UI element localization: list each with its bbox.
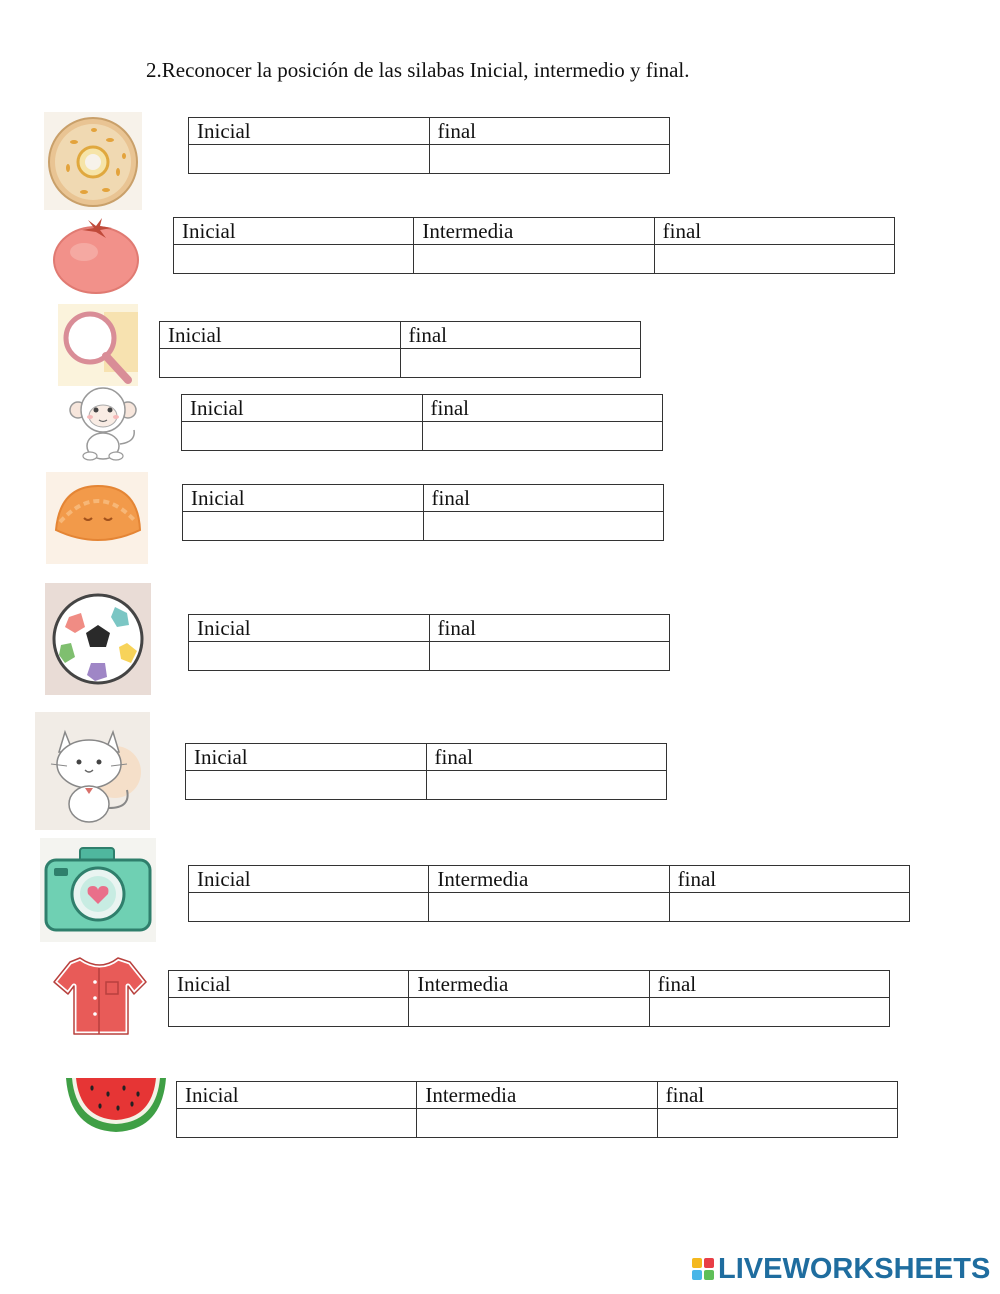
answer-intermedia-input[interactable] bbox=[429, 895, 668, 921]
instruction-text: 2.Reconocer la posición de las silabas Inicial, intermedio y final. bbox=[146, 58, 690, 82]
syllable-table-10 bbox=[176, 1081, 898, 1138]
answer-final-input[interactable] bbox=[424, 514, 664, 540]
syllable-table-4 bbox=[181, 394, 663, 451]
answer-intermedia-input[interactable] bbox=[409, 1000, 648, 1026]
answer-inicial-input[interactable] bbox=[189, 644, 429, 670]
monkey-icon bbox=[64, 384, 142, 462]
header-inicial: Inicial bbox=[169, 971, 409, 998]
header-inicial: Inicial bbox=[189, 118, 430, 145]
liveworksheets-logo bbox=[692, 1253, 990, 1285]
brand-name: LIVEWORKSHEETS bbox=[718, 1253, 991, 1285]
header-intermedia: Intermedia bbox=[429, 866, 669, 893]
syllable-table-6 bbox=[188, 614, 670, 671]
answer-final-input[interactable] bbox=[650, 1000, 889, 1026]
answer-final-input[interactable] bbox=[427, 773, 667, 799]
answer-inicial-input[interactable] bbox=[169, 1000, 408, 1026]
shirt-icon bbox=[50, 950, 148, 1042]
header-inicial: Inicial bbox=[177, 1082, 417, 1109]
answer-final-input[interactable] bbox=[430, 644, 670, 670]
tomato-icon bbox=[48, 212, 142, 296]
camera-icon bbox=[40, 838, 156, 942]
answer-final-input[interactable] bbox=[655, 247, 894, 273]
header-final: final bbox=[669, 866, 909, 893]
answer-intermedia-input[interactable] bbox=[414, 247, 653, 273]
header-intermedia: Intermedia bbox=[417, 1082, 657, 1109]
answer-inicial-input[interactable] bbox=[160, 351, 400, 377]
donut-icon bbox=[44, 112, 142, 210]
header-final: final bbox=[429, 118, 670, 145]
header-intermedia: Intermedia bbox=[409, 971, 649, 998]
answer-inicial-input[interactable] bbox=[182, 424, 422, 450]
empanada-icon bbox=[46, 472, 148, 564]
magnifying-glass-icon bbox=[58, 304, 138, 386]
header-final: final bbox=[657, 1082, 897, 1109]
answer-inicial-input[interactable] bbox=[189, 147, 429, 173]
syllable-table-9 bbox=[168, 970, 890, 1027]
answer-final-input[interactable] bbox=[658, 1111, 897, 1137]
header-inicial: Inicial bbox=[189, 615, 430, 642]
syllable-table-8 bbox=[188, 865, 910, 922]
answer-inicial-input[interactable] bbox=[174, 247, 413, 273]
header-final: final bbox=[429, 615, 670, 642]
syllable-table-3 bbox=[159, 321, 641, 378]
header-final: final bbox=[422, 395, 663, 422]
answer-final-input[interactable] bbox=[670, 895, 909, 921]
header-inicial: Inicial bbox=[182, 395, 423, 422]
liveworksheets-mark-icon bbox=[692, 1258, 714, 1280]
header-final: final bbox=[400, 322, 641, 349]
syllable-table-1 bbox=[188, 117, 670, 174]
header-inicial: Inicial bbox=[174, 218, 414, 245]
header-inicial: Inicial bbox=[186, 744, 427, 771]
header-intermedia: Intermedia bbox=[414, 218, 654, 245]
header-inicial: Inicial bbox=[183, 485, 424, 512]
header-inicial: Inicial bbox=[160, 322, 401, 349]
syllable-table-5 bbox=[182, 484, 664, 541]
watermelon-icon bbox=[62, 1072, 170, 1140]
soccer-ball-icon bbox=[45, 583, 151, 695]
answer-final-input[interactable] bbox=[401, 351, 641, 377]
answer-inicial-input[interactable] bbox=[189, 895, 428, 921]
syllable-table-7 bbox=[185, 743, 667, 800]
cat-icon bbox=[35, 712, 150, 830]
answer-final-input[interactable] bbox=[430, 147, 670, 173]
header-final: final bbox=[426, 744, 667, 771]
answer-final-input[interactable] bbox=[423, 424, 663, 450]
header-final: final bbox=[423, 485, 664, 512]
answer-inicial-input[interactable] bbox=[186, 773, 426, 799]
answer-inicial-input[interactable] bbox=[183, 514, 423, 540]
answer-inicial-input[interactable] bbox=[177, 1111, 416, 1137]
answer-intermedia-input[interactable] bbox=[417, 1111, 656, 1137]
header-final: final bbox=[654, 218, 894, 245]
header-final: final bbox=[649, 971, 889, 998]
header-inicial: Inicial bbox=[189, 866, 429, 893]
syllable-table-2 bbox=[173, 217, 895, 274]
